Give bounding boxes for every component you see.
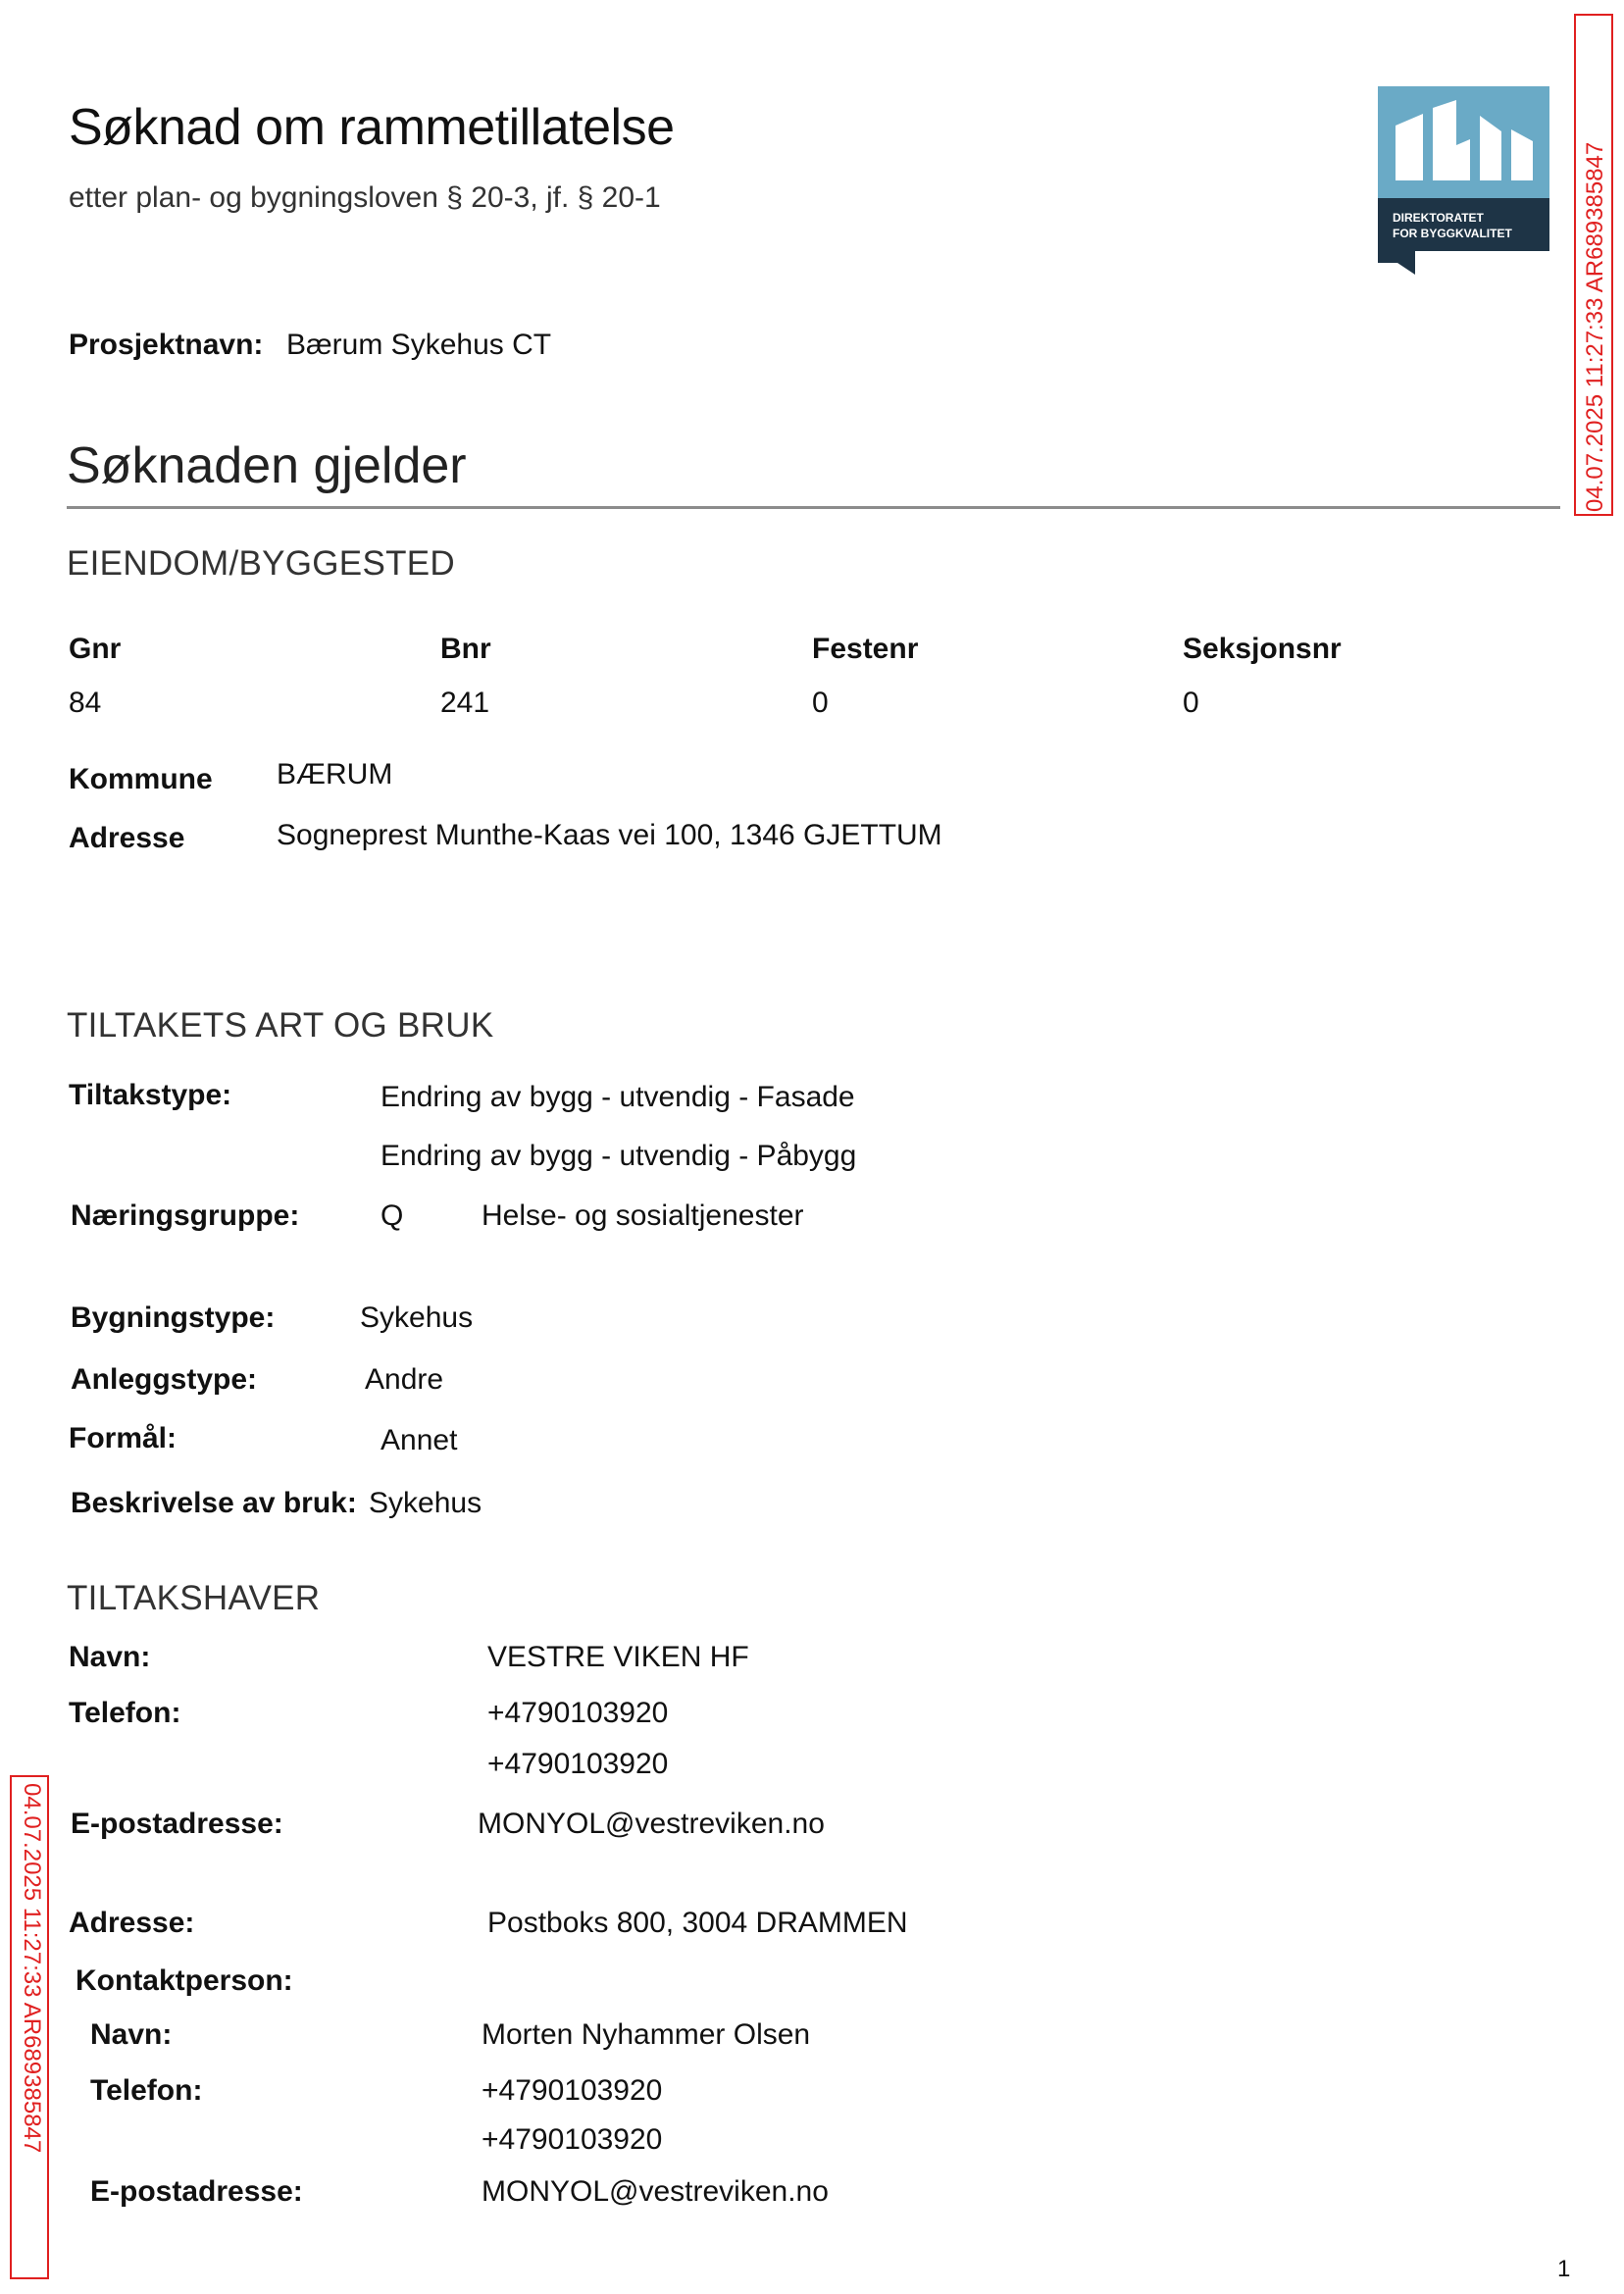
address-value: Sogneprest Munthe-Kaas vei 100, 1346 GJETTUM	[277, 819, 942, 851]
section-property-title: EIENDOM/BYGGESTED	[67, 544, 455, 583]
bnr-value: 241	[440, 687, 490, 719]
applicant-phone-1: +4790103920	[487, 1697, 669, 1729]
section-heading-application: Søknaden gjelder	[67, 437, 467, 494]
applicant-email-value: MONYOL@vestreviken.no	[478, 1808, 825, 1840]
gnr-value: 84	[69, 687, 102, 719]
project-label: Prosjektnavn:	[69, 329, 264, 361]
purpose-value: Annet	[381, 1424, 458, 1456]
dibk-logo-graphic	[1378, 86, 1549, 275]
use-description-label: Beskrivelse av bruk:	[71, 1487, 357, 1519]
contact-person-label: Kontaktperson:	[76, 1964, 293, 1997]
facility-type-label: Anleggstype:	[71, 1363, 258, 1396]
applicant-email-label: E-postadresse:	[71, 1808, 283, 1840]
applicant-address-label: Adresse:	[69, 1907, 195, 1939]
measure-type-label: Tiltakstype:	[69, 1079, 232, 1111]
contact-phone-2: +4790103920	[482, 2123, 663, 2156]
industry-code: Q	[381, 1199, 404, 1232]
gnr-header: Gnr	[69, 633, 122, 665]
applicant-name-value: VESTRE VIKEN HF	[487, 1641, 749, 1673]
timestamp-stamp-left: 04.07.2025 11:27:33 AR689385847	[10, 1775, 49, 2279]
contact-email-label: E-postadresse:	[90, 2175, 303, 2208]
applicant-name-label: Navn:	[69, 1641, 151, 1673]
document-subtitle: etter plan- og bygningsloven § 20-3, jf. § 20-1	[69, 181, 661, 214]
document-title: Søknad om rammetillatelse	[69, 99, 675, 156]
building-type-label: Bygningstype:	[71, 1301, 276, 1334]
bnr-header: Bnr	[440, 633, 491, 665]
purpose-label: Formål:	[69, 1422, 178, 1454]
applicant-phone-2: +4790103920	[487, 1748, 669, 1780]
facility-type-value: Andre	[365, 1363, 444, 1396]
seksjonsnr-header: Seksjonsnr	[1183, 633, 1342, 665]
contact-phone-label: Telefon:	[90, 2074, 203, 2107]
contact-email-value: MONYOL@vestreviken.no	[482, 2175, 829, 2208]
municipality-value: BÆRUM	[277, 758, 393, 790]
festenr-header: Festenr	[812, 633, 919, 665]
contact-name-label: Navn:	[90, 2018, 173, 2051]
section-applicant-title: TILTAKSHAVER	[67, 1579, 321, 1617]
seksjonsnr-value: 0	[1183, 687, 1199, 719]
page-number: 1	[1557, 2256, 1571, 2282]
industry-name: Helse- og sosialtjenester	[482, 1199, 804, 1232]
heading-divider	[67, 506, 1560, 509]
contact-name-value: Morten Nyhammer Olsen	[482, 2018, 811, 2051]
project-value: Bærum Sykehus CT	[286, 329, 552, 361]
contact-phone-1: +4790103920	[482, 2074, 663, 2107]
use-description-value: Sykehus	[369, 1487, 482, 1519]
municipality-label: Kommune	[69, 763, 213, 795]
measure-type-2: Endring av bygg - utvendig - Påbygg	[381, 1140, 857, 1172]
timestamp-stamp-top: 04.07.2025 11:27:33 AR689385847	[1574, 14, 1613, 516]
applicant-phone-label: Telefon:	[69, 1697, 181, 1729]
building-type-value: Sykehus	[360, 1301, 474, 1334]
address-label: Adresse	[69, 822, 185, 854]
logo-text: DIREKTORATET FOR BYGGKVALITET	[1393, 211, 1512, 240]
festenr-value: 0	[812, 687, 829, 719]
section-measure-title: TILTAKETS ART OG BRUK	[67, 1006, 494, 1045]
measure-type-1: Endring av bygg - utvendig - Fasade	[381, 1081, 855, 1113]
industry-label: Næringsgruppe:	[71, 1199, 300, 1232]
dibk-logo	[1378, 86, 1549, 275]
applicant-address-value: Postboks 800, 3004 DRAMMEN	[487, 1907, 908, 1939]
